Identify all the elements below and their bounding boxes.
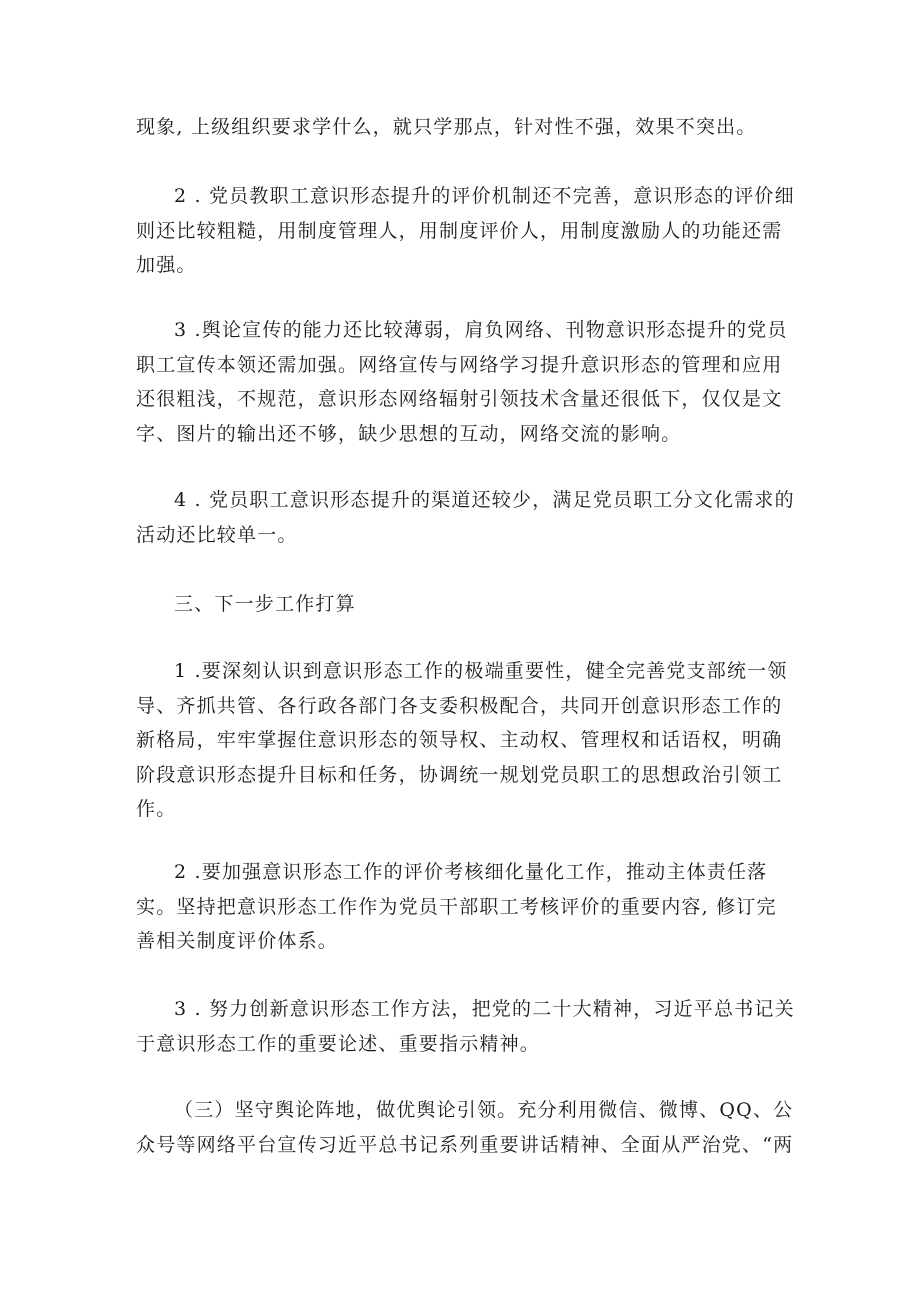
section-heading-next-steps: 三、下一步工作打算 (174, 593, 356, 615)
paragraph-item-3-publicity: 3 .舆论宣传的能力还比较薄弱，肩负网络、刊物意识形态提升的党员职工宣传本领还需加强。网络宣传与网络学习提升意识形态的管理和应用还很粗浅，不规范，意识形态网络辐射引领技术含量还很低下，仅仅是文字、图片的输出还不够，缺少思想的互动，网络交流的影响。 (136, 319, 788, 445)
paragraph-plan-2: 2 .要加强意识形态工作的评价考核细化量化工作，推动主体责任落实。坚持把意识形态工作作为党员干部职工考核评价的重要内容, 修订完善相关制度评价体系。 (136, 861, 777, 952)
paragraph-continuation: 现象, 上级组织要求学什么，就只学那点，针对性不强，效果不突出。 (136, 116, 757, 138)
paragraph-plan-1: 1 .要深刻认识到意识形态工作的极端重要性，健全完善党支部统一领导、齐抓共管、各行政各部门各支委积极配合，共同开创意识形态工作的新格局，牢牢掌握住意识形态的领导权、主动权、管理权和话语权，明确阶段意识形态提升目标和任务，协调统一规划党员职工的思想政治引领工作。 (136, 660, 788, 820)
paragraph-item-4-channels: 4 . 党员职工意识形态提升的渠道还较少，满足党员职工分文化需求的活动还比较单一。 (136, 489, 795, 546)
paragraph-sub-3-public-opinion: （三）坚守舆论阵地，做优舆论引领。充分利用微信、微博、QQ、公众号等网络平台宣传习近平总书记系列重要讲话精神、全面从严治党、“两 (136, 1099, 794, 1156)
paragraph-item-2-evaluation: 2 . 党员教职工意识形态提升的评价机制还不完善，意识形态的评价细则还比较粗糙，用制度管理人，用制度评价人，用制度激励人的功能还需加强。 (136, 185, 795, 276)
paragraph-plan-3: 3 . 努力创新意识形态工作方法，把党的二十大精神，习近平总书记关于意识形态工作的重要论述、重要指示精神。 (136, 998, 795, 1055)
